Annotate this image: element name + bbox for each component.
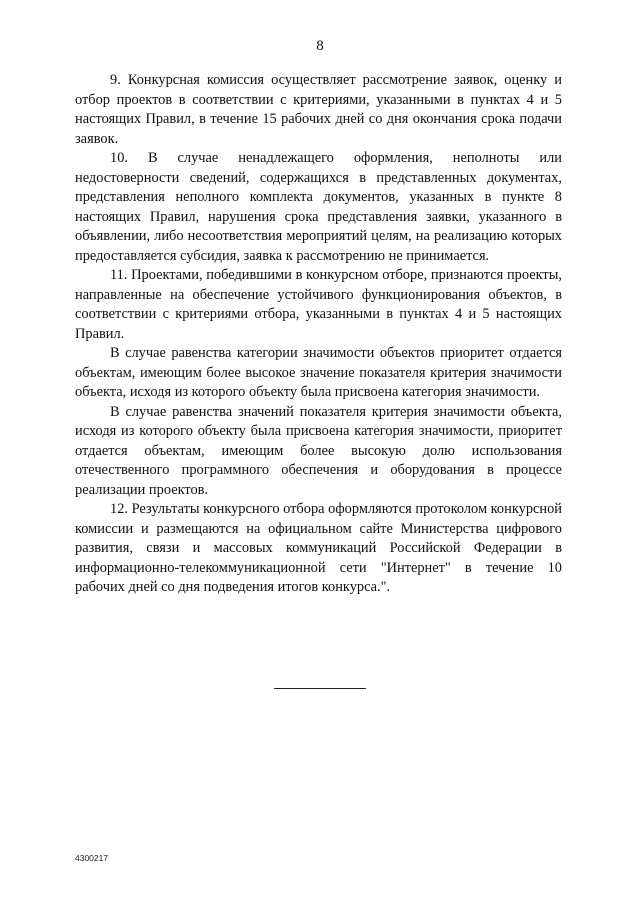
document-code: 4300217 <box>75 853 109 863</box>
document-body <box>75 71 562 598</box>
paragraph-item-11: 11. Проектами, победившими в конкурсном отборе, признаются проекты, направленные на обеспечение устойчивого функционирования объектов, в соответствии с критериями отбора, указанными в пунктах 4 и 5 настоящих Правил. <box>75 267 562 342</box>
paragraph-item-9: 9. Конкурсная комиссия осуществляет рассмотрение заявок, оценку и отбор проектов в соответствии с критериями, указанными в пунктах 4 и 5 настоящих Правил, в течение 15 рабочих дней со дня окончания срока подачи заявок. <box>75 72 562 147</box>
end-separator-line <box>274 688 366 689</box>
page-number: 8 <box>316 38 324 54</box>
paragraph-indicator-value-tie: В случае равенства значений показателя критерия значимости объекта, исходя из которого объекту была присвоена категория значимости, приоритет отдается объектам, имеющим более высокую долю использования отечественного программного обеспечения и оборудования в процессе реализации проектов. <box>75 403 562 498</box>
paragraph-item-12: 12. Результаты конкурсного отбора оформляются протоколом конкурсной комиссии и размещаются на официальном сайте Министерства цифрового развития, связи и массовых коммуникаций Российской Федерации в информационно-телекоммуникационной сети "Интернет" в течение 10 рабочих дней со дня подведения итогов конкурса.". <box>75 501 562 595</box>
paragraph-significance-category-tie: В случае равенства категории значимости объектов приоритет отдается объектам, имеющим более высокое значение показателя критерия значимости объекта, исходя из которого объекту была присвоена категория значимости. <box>75 345 562 400</box>
paragraph-item-10: 10. В случае ненадлежащего оформления, неполноты или недостоверности сведений, содержащихся в представленных документах, представления неполного комплекта документов, указанных в пункте 8 настоящих Правил, нарушения срока представления заявки, указанного в объявлении, либо несоответствия мероприятий целям, на реализацию которых предоставляется субсидия, заявка к рассмотрению не принимается. <box>75 150 562 264</box>
